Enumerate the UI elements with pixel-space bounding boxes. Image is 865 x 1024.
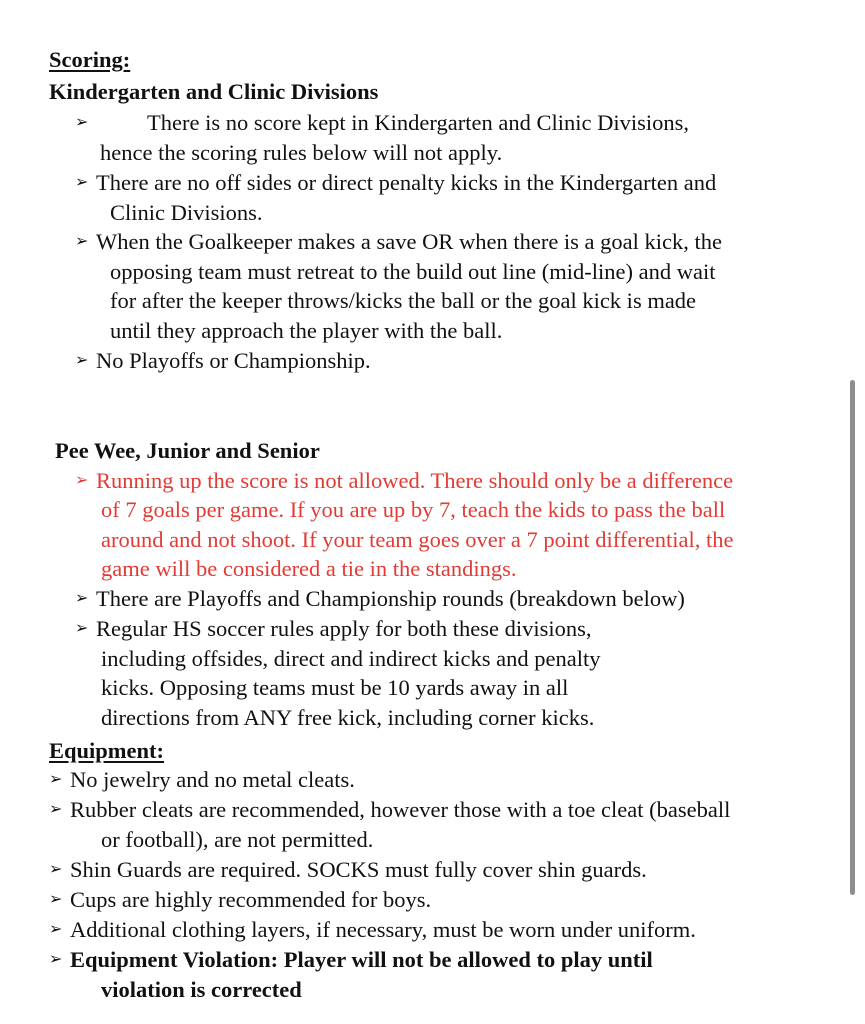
list-item-text: game will be considered a tie in the standings.	[101, 556, 517, 581]
list-item-text: When the Goalkeeper makes a save OR when there is a goal kick, the	[96, 229, 723, 254]
list-item-text: Running up the score is not allowed. There should only be a difference	[96, 468, 734, 493]
list-item-text: until they approach the player with the ball.	[110, 318, 503, 343]
bullet-arrow-icon: ➢	[75, 233, 89, 250]
list-item-text: directions from ANY free kick, including corner kicks.	[101, 705, 595, 730]
list-item-text: or football), are not permitted.	[101, 827, 374, 852]
bullet-arrow-icon: ➢	[49, 891, 63, 908]
list-item-text: hence the scoring rules below will not apply.	[100, 140, 503, 165]
list-item-text: Shin Guards are required. SOCKS must fully cover shin guards.	[70, 857, 647, 882]
bullet-arrow-icon: ➢	[49, 771, 63, 788]
list-item-text: Cups are highly recommended for boys.	[70, 887, 432, 912]
bullet-arrow-icon: ➢	[49, 921, 63, 938]
list-item-text: of 7 goals per game. If you are up by 7, teach the kids to pass the ball	[101, 497, 726, 522]
list-item-text: There are Playoffs and Championship rounds (breakdown below)	[96, 586, 685, 611]
list-item-text: for after the keeper throws/kicks the ball or the goal kick is made	[110, 288, 697, 313]
equipment-title: Equipment:	[49, 738, 165, 763]
list-item-text: Equipment Violation: Player will not be allowed to play until	[70, 947, 653, 972]
list-item-text: violation is corrected	[101, 977, 302, 1002]
list-item-text: Additional clothing layers, if necessary, must be worn under uniform.	[70, 917, 696, 942]
list-item-text: No jewelry and no metal cleats.	[70, 767, 355, 792]
scrollbar[interactable]	[850, 380, 855, 895]
bullet-arrow-icon: ➢	[75, 590, 89, 607]
bullet-arrow-icon: ➢	[75, 174, 89, 191]
list-item-text: No Playoffs or Championship.	[96, 348, 371, 373]
bullet-arrow-icon: ➢	[49, 801, 63, 818]
bullet-arrow-icon: ➢	[75, 620, 89, 637]
scoring-title: Scoring:	[49, 47, 131, 72]
bullet-arrow-icon: ➢	[75, 472, 89, 489]
list-item-text: There are no off sides or direct penalty kicks in the Kindergarten and	[96, 170, 717, 195]
kindergarten-heading: Kindergarten and Clinic Divisions	[49, 79, 379, 104]
list-item-text: Rubber cleats are recommended, however those with a toe cleat (baseball	[70, 797, 731, 822]
bullet-arrow-icon: ➢	[49, 861, 63, 878]
list-item-text: kicks. Opposing teams must be 10 yards away in all	[101, 675, 569, 700]
list-item-text: Clinic Divisions.	[110, 200, 263, 225]
list-item-text: Regular HS soccer rules apply for both these divisions,	[96, 616, 592, 641]
list-item-text: including offsides, direct and indirect kicks and penalty	[101, 646, 601, 671]
list-item-text: around and not shoot. If your team goes over a 7 point differential, the	[101, 527, 734, 552]
bullet-arrow-icon: ➢	[75, 352, 89, 369]
bullet-arrow-icon: ➢	[49, 951, 63, 968]
list-item-text: opposing team must retreat to the build out line (mid-line) and wait	[110, 259, 716, 284]
pee-wee-heading: Pee Wee, Junior and Senior	[55, 438, 320, 463]
bullet-arrow-icon: ➢	[75, 114, 89, 131]
list-item-text: There is no score kept in Kindergarten and Clinic Divisions,	[147, 110, 689, 135]
